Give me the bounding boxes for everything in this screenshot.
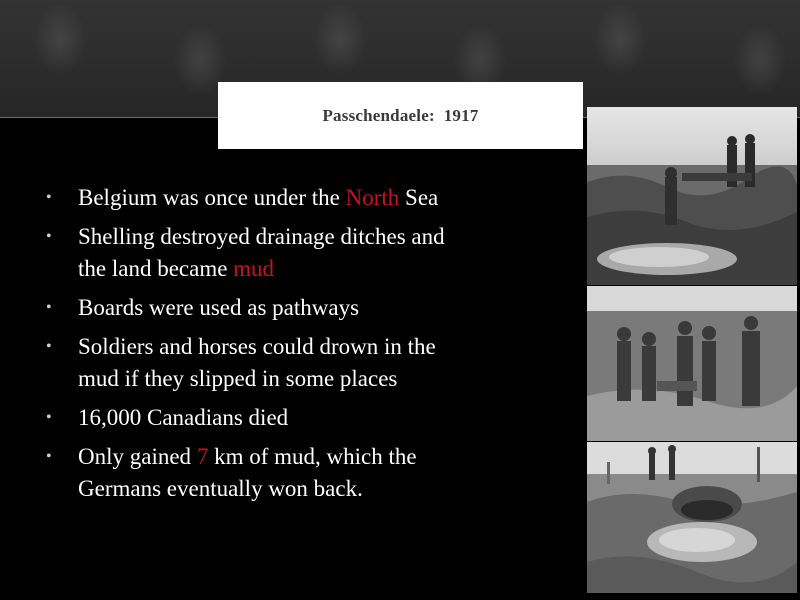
bullet-text: Boards were used as pathways [78,295,360,320]
bullet-text: Soldiers and horses could drown in the mud if they slipped in some places [78,334,436,391]
bullet-text: Belgium was once under the [78,185,346,210]
shell-crater-photo [587,442,797,593]
bullet-icon: • [46,409,52,426]
bullet-item [40,402,460,434]
stretcher-bearers-photo [587,107,797,285]
bullet-item [40,221,460,285]
bullet-item [40,292,460,324]
bullet-icon: • [46,338,52,355]
bullet-text: Only gained [78,444,197,469]
bullet-item [40,441,460,505]
bullet-item [40,182,460,214]
bullet-text: Sea [399,185,439,210]
title-box [218,82,583,149]
highlight-text: North [345,185,400,210]
bullet-icon: • [46,228,52,245]
bullet-icon: • [46,448,52,465]
highlight-text: mud [233,256,275,281]
bullet-text: km of mud, which the Germans eventually won back. [78,444,417,501]
bullet-item [40,331,460,395]
soldiers-in-mud-photo [587,286,797,441]
bullet-text: 16,000 Canadians died [78,405,289,430]
bullet-list [40,182,460,512]
highlight-text: 7 [196,444,209,469]
bullet-icon: • [46,189,52,206]
bullet-icon: • [46,299,52,316]
bullet-text: Shelling destroyed drainage ditches and the land became [78,224,445,281]
slide-title: Passchendaele: 1917 [322,105,479,125]
